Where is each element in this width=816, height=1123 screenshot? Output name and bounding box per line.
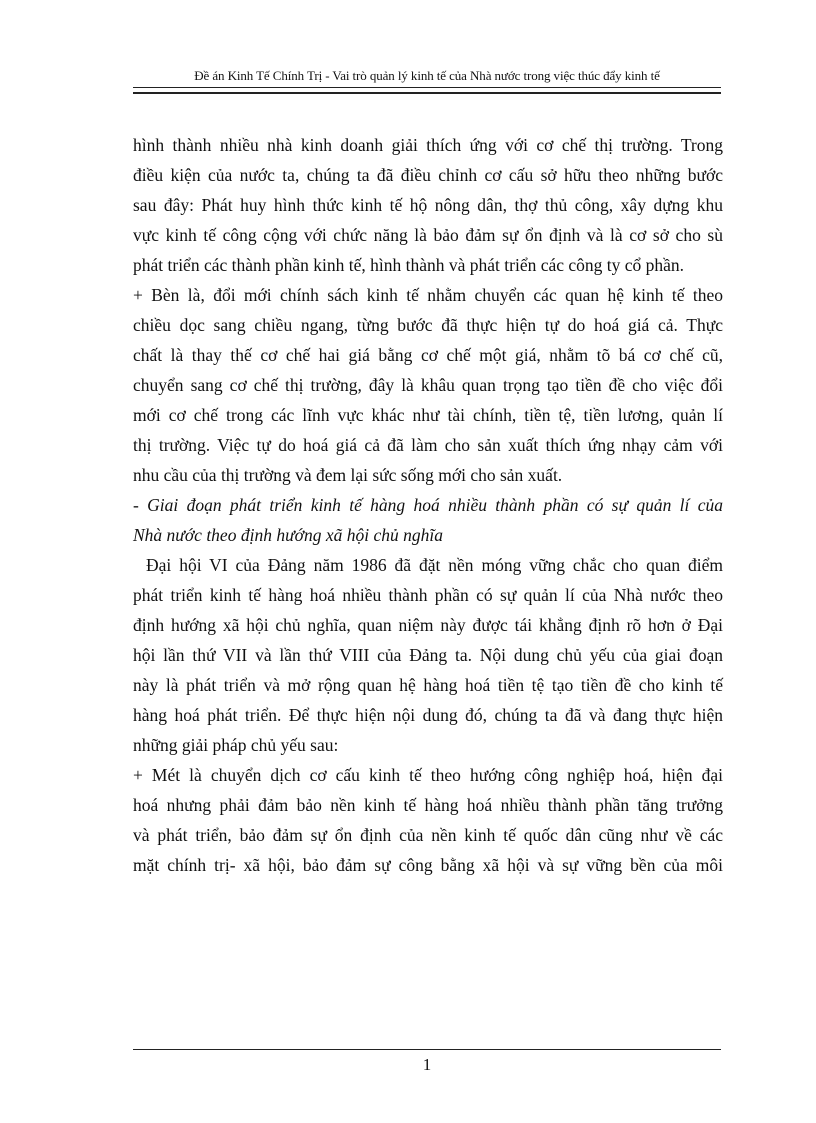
text-line: phát triển kinh tế hàng hoá nhiều thành phần có sự quản lí của Nhà nước theo — [133, 585, 723, 605]
footer-rule — [133, 1049, 721, 1050]
text-line: phát triển các thành phần kinh tế, hình thành và phát triển các công ty cổ phần. — [133, 255, 685, 275]
text-line: định hướng xã hội chủ nghĩa, quan niệm này được tái khẳng định rõ hơn ở Đại — [133, 615, 723, 635]
text-line: những giải pháp chủ yếu sau: — [133, 735, 339, 755]
section-heading-line: - Giai đoạn phát triển kinh tế hàng hoá nhiều thành phần có sự quản lí của — [133, 495, 723, 515]
text-line: chiều dọc sang chiều ngang, từng bước đã thực hiện tự do hoá giá cả. Thực — [133, 315, 723, 335]
document-body — [133, 130, 723, 880]
text-line: mặt chính trị- xã hội, bảo đảm sự công bằng xã hội và sự vững bền của môi — [133, 855, 723, 875]
text-line: và phát triển, bảo đảm sự ổn định của nền kinh tế quốc dân cũng như về các — [133, 825, 723, 845]
page-number: 1 — [422, 1055, 432, 1074]
text-line: mới cơ chế trong các lĩnh vực khác như tài chính, tiền tệ, tiền lương, quản lí — [133, 405, 723, 425]
section-heading-line: Nhà nước theo định hướng xã hội chủ nghĩa — [133, 525, 443, 545]
text-line: điều kiện của nước ta, chúng ta đã điều chỉnh cơ cấu sở hữu theo những bước — [133, 165, 723, 185]
text-line: chất là thay thế cơ chế hai giá bằng cơ chế một giá, nhằm tõ bá cơ chế cũ, — [133, 345, 723, 365]
header-double-rule — [133, 87, 721, 94]
text-line: vực kinh tế công cộng với chức năng là bảo đảm sự ổn định và là cơ sở cho sù — [133, 225, 723, 245]
running-header: Đề án Kinh Tế Chính Trị - Vai trò quản lý kinh tế của Nhà nước trong việc thúc đẩy kinh tế — [194, 68, 660, 83]
text-line: này là phát triển và mở rộng quan hệ hàng hoá tiền tệ tạo tiền đề cho kinh tế — [133, 675, 723, 695]
text-line: hàng hoá phát triển. Để thực hiện nội dung đó, chúng ta đã và đang thực hiện — [133, 705, 723, 725]
text-line: hình thành nhiều nhà kinh doanh giải thích ứng với cơ chế thị trường. Trong — [133, 135, 723, 155]
text-line: thị trường. Việc tự do hoá giá cả đã làm cho sản xuất thích ứng nhạy cảm với — [133, 435, 723, 455]
text-line: hội lần thứ VII và lần thứ VIII của Đảng ta. Nội dung chủ yếu của giai đoạn — [133, 645, 723, 665]
text-line: sau đây: Phát huy hình thức kinh tế hộ nông dân, thợ thủ công, xây dựng khu — [133, 195, 723, 215]
text-line: hoá nhưng phải đảm bảo nền kinh tế hàng hoá nhiều thành phần tăng trưởng — [133, 795, 723, 815]
text-line: nhu cầu của thị trường và đem lại sức sống mới cho sản xuất. — [133, 465, 563, 485]
text-line: + Bèn là, đổi mới chính sách kinh tế nhằm chuyển các quan hệ kinh tế theo — [133, 285, 723, 305]
text-line: Đại hội VI của Đảng năm 1986 đã đặt nền móng vững chắc cho quan điểm — [146, 555, 723, 575]
text-line: + Mét là chuyển dịch cơ cấu kinh tế theo hướng công nghiệp hoá, hiện đại — [133, 765, 723, 785]
text-line: chuyển sang cơ chế thị trường, đây là khâu quan trọng tạo tiền đề cho việc đổi — [133, 375, 723, 395]
